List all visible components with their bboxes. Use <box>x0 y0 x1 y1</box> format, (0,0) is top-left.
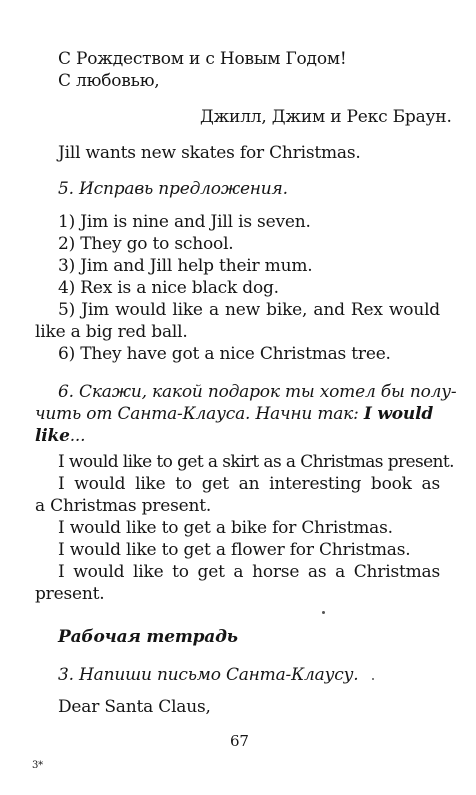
page-number: 67 <box>230 732 249 750</box>
exercise-6-line: present. <box>35 584 105 604</box>
exercise-5-line: like a big red ball. <box>35 322 188 342</box>
exercise-6-heading-text: чить от Санта-Клауса. Начни так: <box>35 404 364 424</box>
exercise-5-line: 1) Jim is nine and Jill is seven. <box>58 212 311 232</box>
workbook-title: Рабочая тетрадь <box>58 627 238 647</box>
letter-salutation: Dear Santa Claus, <box>58 697 211 717</box>
signature-mark: 3* <box>32 760 43 771</box>
exercise-6-line: I would like to get a horse as a Christmas <box>58 562 440 582</box>
workbook-exercise-3-heading: 3. Напиши письмо Санта-Клаусу. <box>58 665 359 685</box>
exercise-5-line: 5) Jim would like a new bike, and Rex would <box>58 300 440 320</box>
statement-text: Jill wants new skates for Christmas. <box>58 143 361 163</box>
exercise-6-line: a Christmas present. <box>35 496 212 516</box>
exercise-6-heading-line-2 <box>35 403 440 425</box>
exercise-5-line: 3) Jim and Jill help their mum. <box>58 256 313 276</box>
exercise-5-line: 2) They go to school. <box>58 234 234 254</box>
exercise-6-line: I would like to get a bike for Christmas. <box>58 518 393 538</box>
exercise-6-heading-bold-end: like <box>35 426 70 446</box>
exercise-5-heading: 5. Исправь предложения. <box>58 179 288 199</box>
exercise-5-line: 6) They have got a nice Christmas tree. <box>58 344 391 364</box>
exercise-6-heading-line-3 <box>35 425 85 447</box>
print-speck <box>322 611 325 614</box>
letter-closing: С любовью, <box>58 71 160 91</box>
exercise-6-line: I would like to get a skirt as a Christmas present. <box>58 452 454 472</box>
exercise-6-line: I would like to get a flower for Christmas. <box>58 540 411 560</box>
letter-greeting: С Рождеством и с Новым Годом! <box>58 49 347 69</box>
exercise-6-line: I would like to get an interesting book as <box>58 474 440 494</box>
exercise-6-heading-bold: I would <box>363 404 434 424</box>
exercise-6-heading-line-1: 6. Скажи, какой подарок ты хотел бы полу- <box>58 382 457 402</box>
exercise-5-line: 4) Rex is a nice black dog. <box>58 278 279 298</box>
exercise-6-heading-ellipsis: ... <box>69 426 86 446</box>
print-speck <box>372 678 374 680</box>
letter-signature: Джилл, Джим и Рекс Браун. <box>200 107 452 127</box>
